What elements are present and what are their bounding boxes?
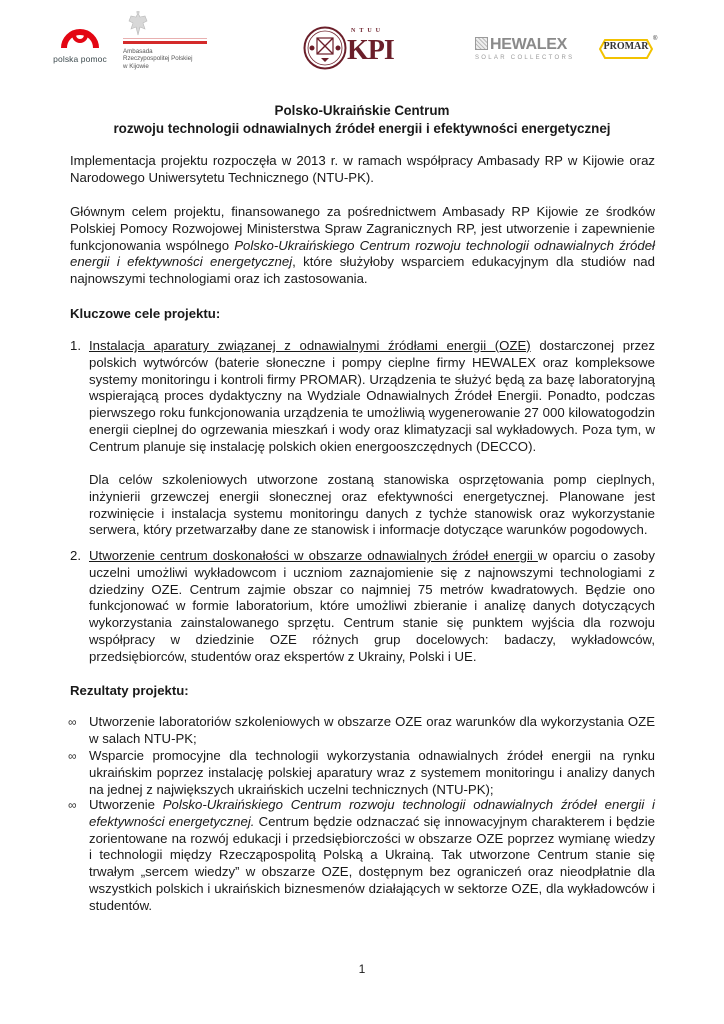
centre-name-italic: Polsko-Ukraińskiego Centrum rozwoju technologii odnawialnych źródeł energii i efektywności energetycznej bbox=[70, 237, 655, 270]
goal-1-body: dostarczonej przez polskich wytwórców (baterie słoneczne i pompy cieplne firmy HEWALEX oraz kompleksowe systemy monitoringu i kontroli firmy PROMAR). Urządzenia te służyć będą za bazę laboratoryjną wspierającą proces dydaktyczny na Wydziale Odnawialnych Źródeł Energii. Ponadto, podczas pierwszego roku funkcjonowania urządzenia te umożliwią wygenerowanie 27 000 kilowatogodzin energii cieplnej do ogrzewania mieszkań i wody oraz klimatyzacji sal wykładowych. Poza tym, w Centrum planuje się instalację polskich okien energooszczędnych (DECCO). bbox=[89, 338, 655, 454]
polska-pomoc-smile-icon bbox=[60, 18, 100, 52]
goal-text-2: , które służyłoby wsparciem edukacyjnym dla studiów nad najnowszymi technologiami oraz ich zastosowania. bbox=[70, 254, 655, 287]
goal-1-text bbox=[89, 338, 655, 456]
promar-text: PROMAR bbox=[603, 41, 649, 52]
polska-pomoc-logo bbox=[52, 18, 108, 70]
registered-mark: ® bbox=[653, 36, 658, 42]
flag-stripe-light bbox=[123, 38, 207, 39]
hewalex-logo bbox=[475, 37, 567, 53]
goal-2-number: 2. bbox=[70, 548, 81, 563]
kpi-ntuu-text: NTUU bbox=[351, 28, 385, 34]
infinity-bullet-icon: ∞ bbox=[68, 715, 77, 729]
flag-stripe-red bbox=[123, 41, 207, 44]
infinity-bullet-icon: ∞ bbox=[68, 749, 77, 763]
goal-1-number: 1. bbox=[70, 338, 81, 353]
hewalex-promar-logos bbox=[475, 36, 658, 67]
kpi-text: KPI bbox=[347, 35, 394, 66]
goal-2-text bbox=[89, 548, 655, 666]
ambasada-line-2: Rzeczypospolitej Polskiej bbox=[123, 55, 193, 63]
result-3-italic: Polsko-Ukraińskiego Centrum rozwoju technologii odnawialnych źródeł energii i efektywności energetycznej. bbox=[89, 797, 655, 829]
result-item-2: Wsparcie promocyjne dla technologii wykorzystania odnawialnych źródeł energii na rynku ukraińskim poprzez instalację polskiej aparatury wraz z systemem monitoringu i analizy danych na jednej z największych ukraińskich uczelni technicznych (NTU-PK); bbox=[89, 748, 655, 797]
ambasada-line-3: w Kijowie bbox=[123, 62, 149, 70]
ambasada-line-1: Ambasada bbox=[123, 48, 153, 55]
ambasada-text bbox=[123, 48, 192, 70]
ambasada-logo bbox=[121, 8, 207, 72]
results-heading: Rezultaty projektu: bbox=[70, 683, 189, 698]
kpi-crest-icon bbox=[303, 26, 347, 70]
goal-2-heading: Utworzenie centrum doskonałości w obszarze odnawialnych źródeł energii bbox=[89, 548, 538, 563]
goal-1-heading: Instalacja aparatury związanej z odnawialnymi źródłami energii (OZE) bbox=[89, 338, 531, 353]
result-3-pre: Utworzenie bbox=[89, 797, 163, 812]
document-title-line-1: Polsko-Ukraińskie Centrum bbox=[274, 103, 450, 118]
polska-pomoc-text: polska pomoc bbox=[53, 54, 107, 64]
result-3-body: Centrum będzie odznaczać się innowacyjnym charakterem i będzie zorientowane na rozwój edukacji i przedsiębiorczości w obszarze OZE poprzez wymianę wiedzy i technologii między Rzecząpospolitą Polską a Ukrainą. Tak utworzone Centrum stanie się trwałym „sercem wiedzy” w obszarze OZE, dostępnym bez ograniczeń oraz nieodpłatnie dla wszystkich polskich i ukraińskich biznesmenów działających w sektorze OZE, dla wykładowców i studentów. bbox=[89, 813, 655, 913]
intro-paragraph: Implementacja projektu rozpoczęła w 2013 r. w ramach współpracy Ambasady RP w Kijowie oraz Narodowego Uniwersytetu Technicznego (NTU-PK). bbox=[70, 153, 655, 185]
goal-paragraph bbox=[70, 204, 655, 288]
infinity-bullet-icon: ∞ bbox=[68, 798, 77, 812]
goal-1-extra-paragraph: Dla celów szkoleniowych utworzone zostaną stanowiska osprzętowania pomp cieplnych, inżynierii grzewczej energii słonecznej oraz efektywności energetycznej. Planowane jest rozwinięcie i instalacja systemu monitoringu danych z tychże stanowisk oraz wykorzystanie serwera, który przetwarzałby dane ze stanowisk i informacje dotyczące warunków pogodowych. bbox=[89, 472, 655, 538]
white-eagle-emblem-icon bbox=[127, 11, 149, 37]
kpi-logo bbox=[303, 26, 395, 74]
hewalex-subtitle: SOLAR COLLECTORS bbox=[475, 55, 575, 61]
goal-2-body: w oparciu o zasoby uczelni umożliwi wykładowcom i uczniom zaznajomienie się z najnowszymi technologiami z dziedziny OZE. Centrum zajmie obszar co najmniej 75 metrów kwadratowych. Będzie ono funkcjonować w formie laboratorium, które umożliwi zbieranie i analizę danych dotyczących wykorzystania zainstalowanego sprzętu. Centrum stanie się punktem wyjścia dla rozwoju współpracy w dziedzinie OZE różnych grup docelowych: badaczy, wykładowców, przedsiębiorców, studentów oraz ekspertów z Ukrainy, Polski i UE. bbox=[89, 548, 655, 664]
hewalex-square-icon bbox=[475, 37, 488, 50]
page-number: 1 bbox=[358, 962, 366, 976]
hewalex-text: HEWALEX bbox=[490, 36, 568, 53]
key-goals-heading: Kluczowe cele projektu: bbox=[70, 306, 221, 321]
document-title-line-2: rozwoju technologii odnawialnych źródeł energii i efektywności energetycznej bbox=[113, 121, 611, 136]
goal-text-1: Głównym celem projektu, finansowanego za pośrednictwem Ambasady RP Kijowie ze środków Polskiej Pomocy Rozwojowej Ministerstwa Spraw Zagranicznych RP, jest utworzenie i zapewnienie funkcjonowania wspólnego bbox=[70, 204, 655, 253]
result-item-1: Utworzenie laboratoriów szkoleniowych w obszarze OZE oraz warunków dla wykorzystania OZE w salach NTU-PK; bbox=[89, 714, 655, 746]
result-item-3 bbox=[89, 797, 655, 915]
